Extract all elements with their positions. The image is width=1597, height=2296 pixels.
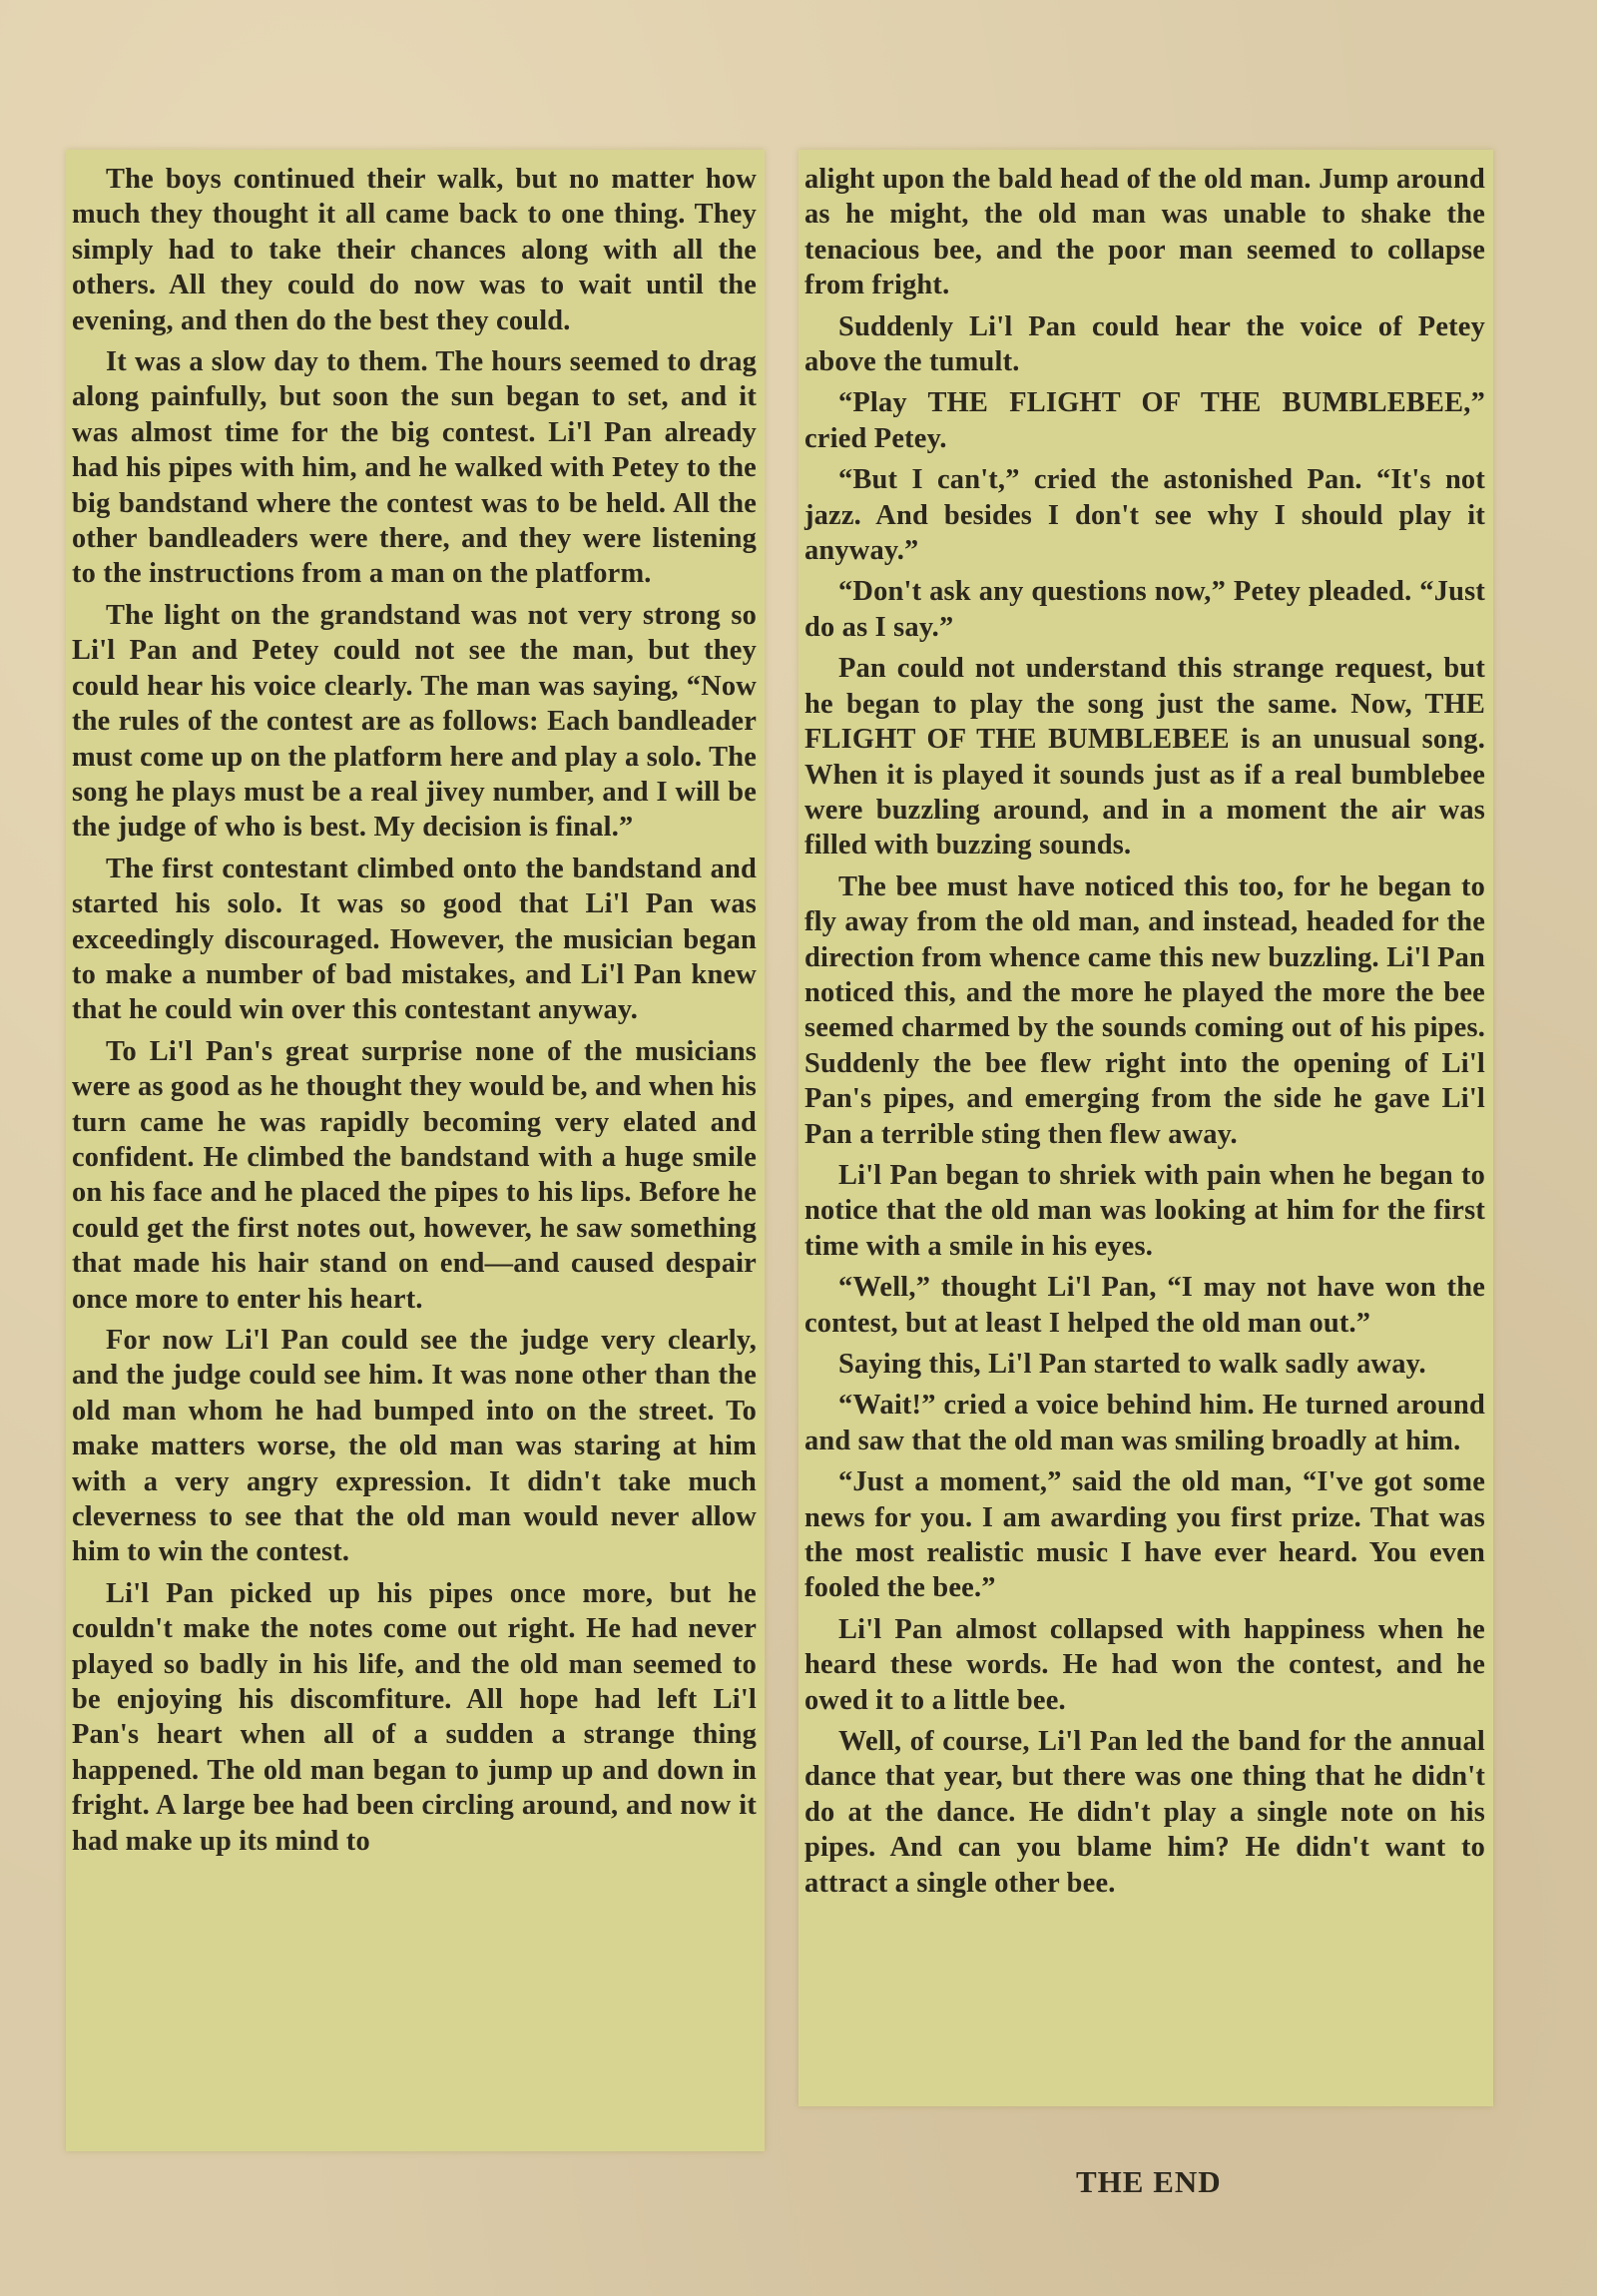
paragraph: “Just a moment,” said the old man, “I've got some news for you. I am awarding you first prize. That was the most realistic music I have ever heard. You even fooled the bee.” — [804, 1466, 1485, 1604]
paragraph: “But I can't,” cried the astonished Pan. “It's not jazz. And besides I don't see why I should play it anyway.” — [804, 464, 1485, 567]
paragraph: “Well,” thought Li'l Pan, “I may not have won the contest, but at least I helped the old man out.” — [804, 1272, 1485, 1339]
paragraph: Suddenly Li'l Pan could hear the voice of Petey above the tumult. — [804, 310, 1485, 378]
the-end-label: THE END — [1076, 2164, 1222, 2199]
paragraph: “Play THE FLIGHT OF THE BUMBLEBEE,” cried Petey. — [804, 387, 1485, 454]
paragraph: “Wait!” cried a voice behind him. He turned around and saw that the old man was smiling broadly at him. — [804, 1390, 1485, 1456]
paragraph: The bee must have noticed this too, for he began to fly away from the old man, and instead, headed for the direction from whence came this new buzzling. Li'l Pan noticed this, and the more he played the more the bee seemed charmed by the sounds coming out of his pipes. Suddenly the bee flew right into the opening of Li'l Pan's pipes, and emerging from the side he gave Li'l Pan a terrible sting then flew away. — [804, 870, 1485, 1150]
paragraph: The light on the grandstand was not very strong so Li'l Pan and Petey could not see the man, but they could hear his voice clearly. The man was saying, “Now the rules of the contest are as follows: Each bandleader must come up on the platform here and play a solo. The song he plays must be a real jivey number, and I will be the judge of who is best. My decision is final.” — [72, 599, 757, 844]
paragraph: Well, of course, Li'l Pan led the band for the annual dance that year, but there was one thing that he didn't do at the dance. He didn't play a single note on his pipes. And can you blame him? He didn't want to attract a single other bee. — [804, 1726, 1485, 1899]
paragraph: The boys continued their walk, but no matter how much they thought it all came back to one thing. They simply had to take their chances along with all the others. All they could do now was to wait until the evening, and then do the best they could. — [72, 164, 757, 336]
paragraph: The first contestant climbed onto the bandstand and started his solo. It was so good that Li'l Pan was exceedingly discouraged. However, the musician began to make a number of bad mistakes, and Li'l Pan knew that he could win over this contestant anyway. — [72, 853, 757, 1026]
paragraph: It was a slow day to them. The hours seemed to drag along painfully, but soon the sun began to set, and it was almost time for the big contest. Li'l Pan already had his pipes with him, and he walked with Petey to the big bandstand where the contest was to be held. All the other bandleaders were there, and they were listening to the instructions from a man on the platform. — [72, 346, 757, 590]
paragraph: For now Li'l Pan could see the judge very clearly, and the judge could see him. It was none other than the old man whom he had bumped into on the street. To make matters worse, the old man was staring at him with a very angry expression. It didn't take much cleverness to see that the old man would never allow him to win the contest. — [72, 1325, 757, 1568]
paragraph: Saying this, Li'l Pan started to walk sadly away. — [838, 1349, 1426, 1380]
paragraph: To Li'l Pan's great surprise none of the musicians were as good as he thought they would be, and when his turn came he was rapidly becoming very elated and confident. He climbed the bandstand with a huge smile on his face and he placed the pipes to his lips. Before he could get the first notes out, however, he saw something that made his hair stand on end—and caused despair once more to enter his heart. — [72, 1035, 757, 1315]
paragraph: “Don't ask any questions now,” Petey pleaded. “Just do as I say.” — [804, 576, 1485, 643]
paragraph: Li'l Pan picked up his pipes once more, but he couldn't make the notes come out right. He had never played so badly in his life, and the old man seemed to be enjoying his discomfiture. All hope had left Li'l Pan's heart when all of a sudden a strange thing happened. The old man began to jump up and down in fright. A large bee had been circling around, and now it had make up its mind to — [72, 1577, 757, 1857]
paragraph: Li'l Pan almost collapsed with happiness when he heard these words. He had won the contest, and he owed it to a little bee. — [804, 1613, 1485, 1716]
right-text-column — [798, 150, 1493, 2106]
paragraph: Pan could not understand this strange request, but he began to play the song just the same. Now, THE FLIGHT OF THE BUMBLEBEE is an unusual song. When it is played it sounds just as if a real bumblebee were buzzling around, and in a moment the air was filled with buzzing sounds. — [804, 653, 1485, 861]
paragraph: Li'l Pan began to shriek with pain when he began to notice that the old man was looking at him for the first time with a smile in his eyes. — [804, 1159, 1485, 1262]
paragraph: alight upon the bald head of the old man. Jump around as he might, the old man was unable to shake the tenacious bee, and the poor man seemed to collapse from fright. — [804, 164, 1485, 301]
left-text-column — [66, 150, 765, 2151]
